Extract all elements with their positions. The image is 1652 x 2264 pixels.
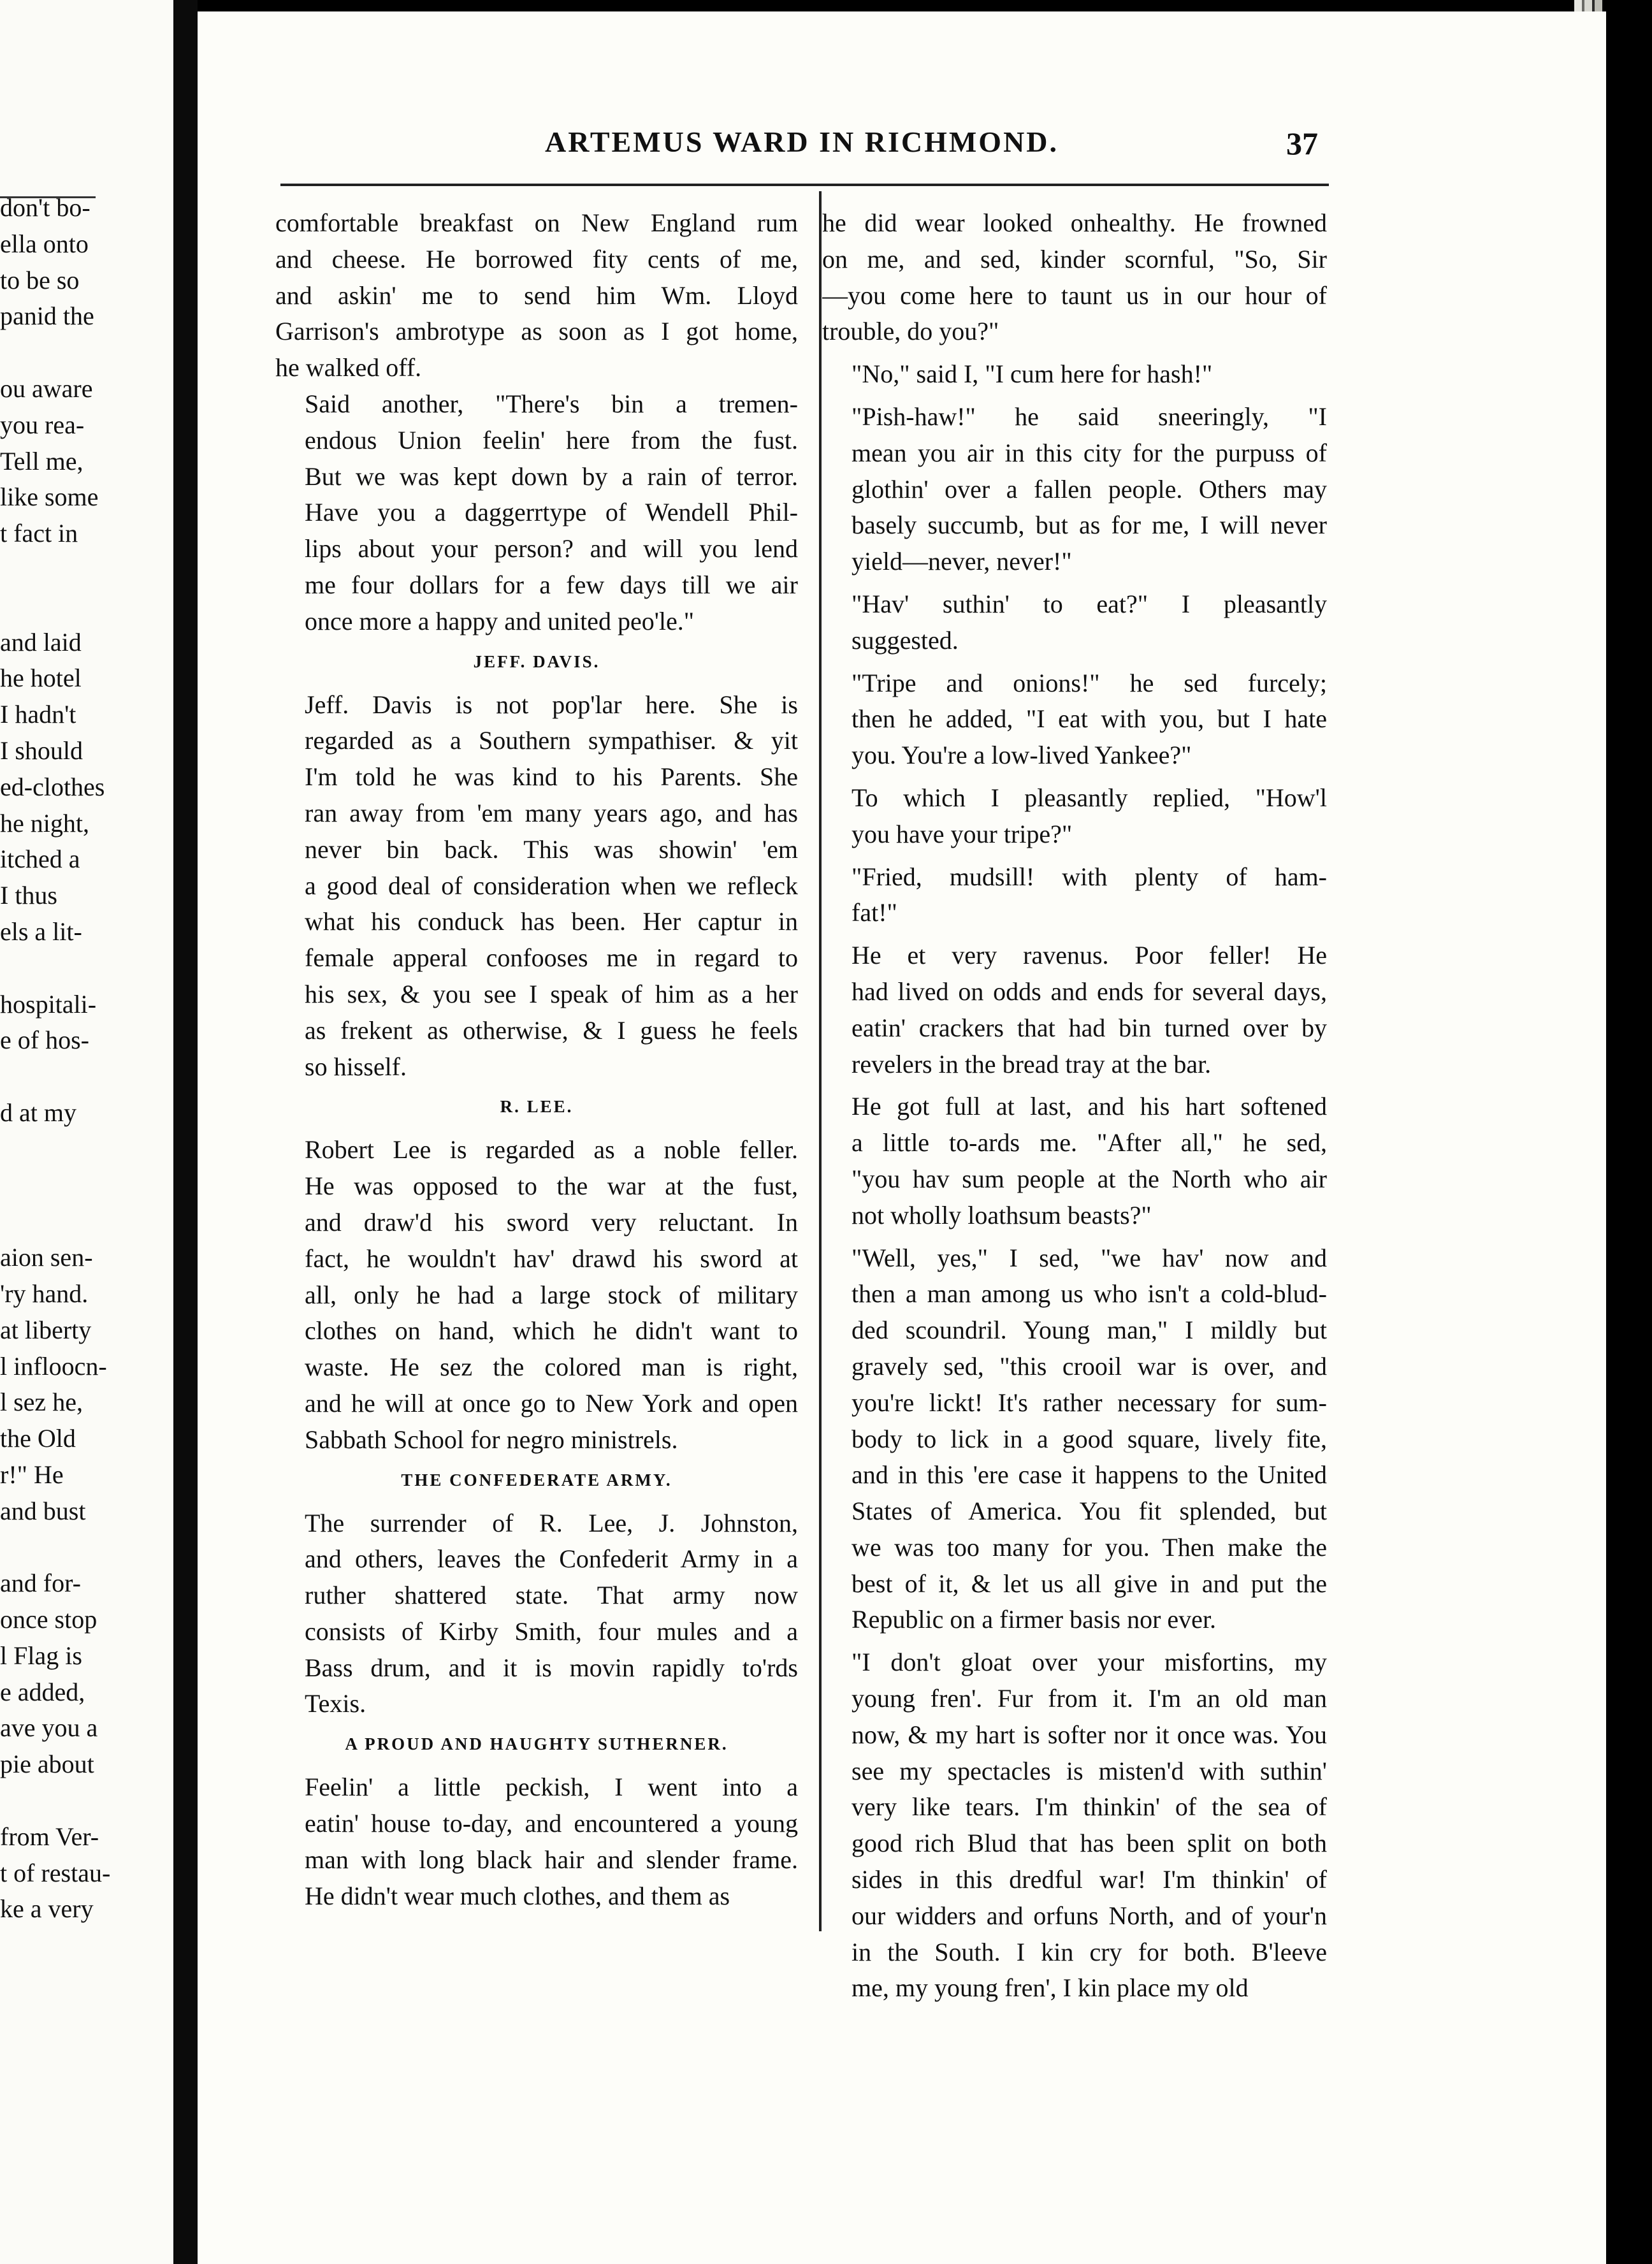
text-line: Texis. (305, 1689, 366, 1718)
left-fragment-line: to be so (0, 265, 80, 294)
text-line: "I don't gloat over your misfortins, my (851, 1648, 1327, 1677)
text-line: mean you air in this city for the purpuss of (851, 438, 1327, 467)
text-line: He got full at last, and his hart softened (851, 1092, 1327, 1121)
text-line: we was too many for you. Then make the (851, 1532, 1327, 1562)
paragraph (822, 356, 1327, 393)
left-fragment-line: I should (0, 736, 83, 765)
text-line: Robert Lee is regarded as a noble feller. (305, 1135, 798, 1165)
text-line: He was opposed to the war at the fust, (305, 1172, 798, 1201)
column-rule (819, 191, 822, 1931)
text-line: best of it, & let us all give in and put the (851, 1569, 1327, 1598)
left-fragment-line: he hotel (0, 664, 82, 693)
text-line: you're lickt! It's rather necessary for sum- (851, 1388, 1327, 1417)
text-line: Said another, "There's bin a tremen- (305, 389, 798, 418)
text-line: revelers in the bread tray at the bar. (851, 1049, 1212, 1078)
text-line: Have you a daggerrtype of Wendell Phil- (305, 498, 798, 527)
paragraph (822, 859, 1327, 932)
paragraph (822, 205, 1327, 350)
left-fragment-line: from Ver- (0, 1822, 99, 1851)
text-line: once more a happy and united peo'le." (305, 606, 695, 635)
section-heading: THE CONFEDERATE ARMY. (401, 1470, 672, 1490)
left-fragment-line: once stop (0, 1605, 98, 1634)
text-line: body to lick in a good square, lively fite, (851, 1424, 1327, 1453)
left-fragment-line: l sez he, (0, 1388, 83, 1417)
text-line: then he added, "I eat with you, but I hate (851, 704, 1327, 734)
running-head: ARTEMUS WARD IN RICHMOND. (545, 126, 1059, 158)
section-heading: A PROUD AND HAUGHTY SUTHERNER. (345, 1734, 728, 1754)
left-fragment-line: aion sen- (0, 1243, 93, 1272)
left-fragment-line: e of hos- (0, 1026, 89, 1055)
section-heading: R. LEE. (500, 1097, 574, 1117)
text-line: what his conduck has been. Her captur in (305, 907, 798, 936)
text-line: ruther shattered state. That army now (305, 1581, 798, 1610)
left-fragment-line (0, 335, 121, 371)
text-line: you have your tripe?" (851, 819, 1073, 848)
left-fragment-line: pie about (0, 1750, 94, 1779)
paragraph (822, 780, 1327, 853)
text-line: trouble, do you?" (822, 317, 999, 346)
text-line: fact, he wouldn't hav' drawd his sword at (305, 1244, 798, 1273)
paragraph (275, 1506, 798, 1723)
left-page-text (0, 190, 121, 1927)
left-fragment-line: like some (0, 483, 99, 512)
paragraph (275, 687, 798, 1085)
left-fragment-line: I thus (0, 881, 57, 910)
text-line: "Fried, mudsill! with plenty of ham- (851, 862, 1327, 891)
page-number: 37 (1286, 126, 1318, 161)
text-line: regarded as a Southern sympathiser. & yit (305, 726, 798, 755)
text-line: ran away from 'em many years ago, and has (305, 798, 798, 827)
text-line: "No," said I, "I cum here for hash!" (851, 359, 1213, 389)
text-line: glothin' over a fallen people. Others may (851, 474, 1327, 504)
left-fragment-line (0, 1529, 121, 1565)
left-fragment-line (0, 1203, 121, 1240)
text-line: He et very ravenus. Poor feller! He (851, 941, 1327, 970)
left-fragment-line (0, 552, 121, 588)
left-fragment-line: and for- (0, 1569, 81, 1598)
text-line: and cheese. He borrowed fity cents of me, (275, 244, 798, 273)
text-line: The surrender of R. Lee, J. Johnston, (305, 1508, 798, 1537)
text-line: fat!" (851, 898, 897, 927)
paragraph (822, 1644, 1327, 2006)
text-line: gravely sed, "this crooil war is over, and (851, 1351, 1327, 1381)
text-line: "Pish-haw!" he said sneeringly, "I (851, 402, 1327, 431)
text-line: yield—never, never!" (851, 547, 1072, 576)
text-line: ded scoundril. Young man," I mildly but (851, 1316, 1327, 1345)
left-page-fragment (0, 0, 191, 2264)
text-line: now, & my hart is softer nor it once was. You (851, 1720, 1327, 1749)
text-line: he walked off. (275, 353, 422, 382)
text-line: Bass drum, and it is movin rapidly to'rds (305, 1653, 798, 1682)
left-column (275, 205, 798, 1914)
left-fragment-line: ella onto (0, 229, 89, 258)
text-line: me, my young fren', I kin place my old (851, 1973, 1249, 2003)
paragraph (275, 1132, 798, 1458)
left-fragment-line: 'ry hand. (0, 1279, 89, 1308)
left-fragment-line: d at my (0, 1098, 76, 1127)
text-line: and askin' me to send him Wm. Lloyd (275, 280, 798, 310)
text-line: "Hav' suthin' to eat?" I pleasantly (851, 589, 1327, 618)
left-fragment-line: he night, (0, 808, 89, 838)
left-fragment-line: the Old (0, 1424, 76, 1453)
text-line: comfortable breakfast on New England rum (275, 208, 798, 237)
text-line: a little to-ards me. "After all," he sed, (851, 1128, 1327, 1157)
text-line: see my spectacles is misten'd with suthin' (851, 1756, 1327, 1785)
text-line: Sabbath School for negro ministrels. (305, 1425, 678, 1454)
text-line: "you hav sum people at the North who air (851, 1164, 1327, 1193)
text-line: consists of Kirby Smith, four mules and a (305, 1616, 798, 1646)
left-fragment-line: l Flag is (0, 1641, 82, 1670)
text-line: Republic on a firmer basis nor ever. (851, 1605, 1217, 1634)
left-fragment-line: at liberty (0, 1315, 92, 1344)
left-fragment-line: and laid (0, 627, 82, 657)
left-fragment-line: ou aware (0, 374, 93, 403)
text-line: clothes on hand, which he didn't want to (305, 1316, 798, 1346)
text-line: our widders and orfuns North, and of your'n (851, 1901, 1327, 1930)
paragraph (822, 586, 1327, 659)
left-fragment-line: I hadn't (0, 700, 76, 729)
text-line: basely succumb, but as for me, I will never (851, 511, 1327, 540)
right-column (822, 205, 1327, 2006)
left-fragment-line: ke a very (0, 1894, 94, 1924)
left-fragment-line (0, 1131, 121, 1168)
text-line: me four dollars for a few days till we air (305, 570, 798, 599)
text-line: and others, leaves the Confederit Army in a (305, 1544, 798, 1574)
text-line: not wholly loathsum beasts?" (851, 1200, 1152, 1230)
text-line: Jeff. Davis is not pop'lar here. She is (305, 690, 798, 719)
left-fragment-line: ave you a (0, 1713, 98, 1743)
text-line: man with long black hair and slender frame. (305, 1845, 798, 1874)
left-fragment-line: e added, (0, 1677, 85, 1706)
text-line: very like tears. I'm thinkin' of the sea of (851, 1792, 1327, 1822)
text-line: his sex, & you see I speak of him as a her (305, 979, 798, 1008)
text-line: never bin back. This was showin' 'em (305, 834, 798, 864)
left-fragment-line: don't bo- (0, 193, 91, 222)
text-line: a good deal of consideration when we refleck (305, 871, 798, 900)
left-fragment-line (0, 1059, 121, 1095)
text-line: you. You're a low-lived Yankee?" (851, 741, 1192, 770)
text-line: —you come here to taunt us in our hour of (822, 280, 1327, 310)
text-line: female apperal confooses me in regard to (305, 943, 798, 973)
left-fragment-line (0, 1783, 121, 1819)
left-fragment-line: hospitali- (0, 989, 97, 1019)
text-line: endous Union feelin' here from the fust. (305, 425, 798, 454)
text-line: and in this 'ere case it happens to the United (851, 1460, 1327, 1490)
paragraph (822, 1240, 1327, 1639)
text-line: sides in this dredful war! I'm thinkin' of (851, 1865, 1327, 1894)
left-fragment-line (0, 588, 121, 625)
text-line: so hisself. (305, 1052, 407, 1081)
left-fragment-line: Tell me, (0, 446, 83, 475)
text-line: But we was kept down by a rain of terror. (305, 461, 798, 491)
left-fragment-line: ed-clothes (0, 772, 105, 801)
text-line: Feelin' a little peckish, I went into a (305, 1773, 798, 1802)
left-fragment-line (0, 1168, 121, 1204)
text-line: as frekent as otherwise, & I guess he feels (305, 1015, 798, 1045)
text-line: then a man among us who isn't a cold-blud- (851, 1279, 1327, 1309)
text-line: good rich Blud that has been split on both (851, 1829, 1327, 1858)
text-line: To which I pleasantly replied, "How'l (851, 783, 1327, 812)
text-line: and draw'd his sword very reluctant. In (305, 1207, 798, 1237)
text-line: all, only he had a large stock of military (305, 1280, 798, 1309)
text-line: young fren'. Fur from it. I'm an old man (851, 1684, 1327, 1713)
text-line: he did wear looked onhealthy. He frowned (822, 208, 1327, 237)
header-rule (280, 184, 1329, 186)
left-fragment-line: l infloocn- (0, 1351, 107, 1381)
left-fragment-line: itched a (0, 845, 80, 874)
text-line: Garrison's ambrotype as soon as I got home, (275, 317, 798, 346)
text-line: eatin' house to-day, and encountered a young (305, 1809, 798, 1838)
text-line: "Well, yes," I sed, "we hav' now and (851, 1243, 1327, 1272)
paragraph (275, 1769, 798, 1914)
book-gutter (173, 0, 198, 2264)
text-line: and he will at once go to New York and open (305, 1388, 798, 1418)
text-line: waste. He sez the colored man is right, (305, 1353, 798, 1382)
text-line: He didn't wear much clothes, and them as (305, 1881, 730, 1910)
left-fragment-line: t of restau- (0, 1858, 111, 1887)
paragraph (822, 1089, 1327, 1233)
paragraph (822, 399, 1327, 580)
text-line: I'm told he was kind to his Parents. She (305, 762, 798, 792)
text-line: on me, and sed, kinder scornful, "So, Sir (822, 244, 1327, 273)
text-line: "Tripe and onions!" he sed furcely; (851, 668, 1327, 697)
left-fragment-line: and bust (0, 1496, 86, 1525)
paragraph (822, 665, 1327, 774)
paragraph (275, 205, 798, 386)
left-fragment-line (0, 950, 121, 987)
paragraph (275, 386, 798, 640)
section-heading: JEFF. DAVIS. (473, 651, 600, 671)
left-fragment-line: els a lit- (0, 917, 82, 946)
text-line: had lived on odds and ends for several days, (851, 976, 1327, 1006)
paragraph (822, 938, 1327, 1082)
left-fragment-line: t fact in (0, 519, 78, 548)
text-line: eatin' crackers that had bin turned over by (851, 1013, 1327, 1042)
left-fragment-line: you rea- (0, 410, 85, 439)
left-fragment-line: panid the (0, 301, 94, 331)
text-line: suggested. (851, 625, 959, 655)
text-line: in the South. I kin cry for both. B'leeve (851, 1937, 1327, 1966)
text-line: lips about your person? and will you lend (305, 534, 798, 563)
left-fragment-line: r!" He (0, 1460, 64, 1489)
text-line: States of America. You fit splended, but (851, 1497, 1327, 1526)
